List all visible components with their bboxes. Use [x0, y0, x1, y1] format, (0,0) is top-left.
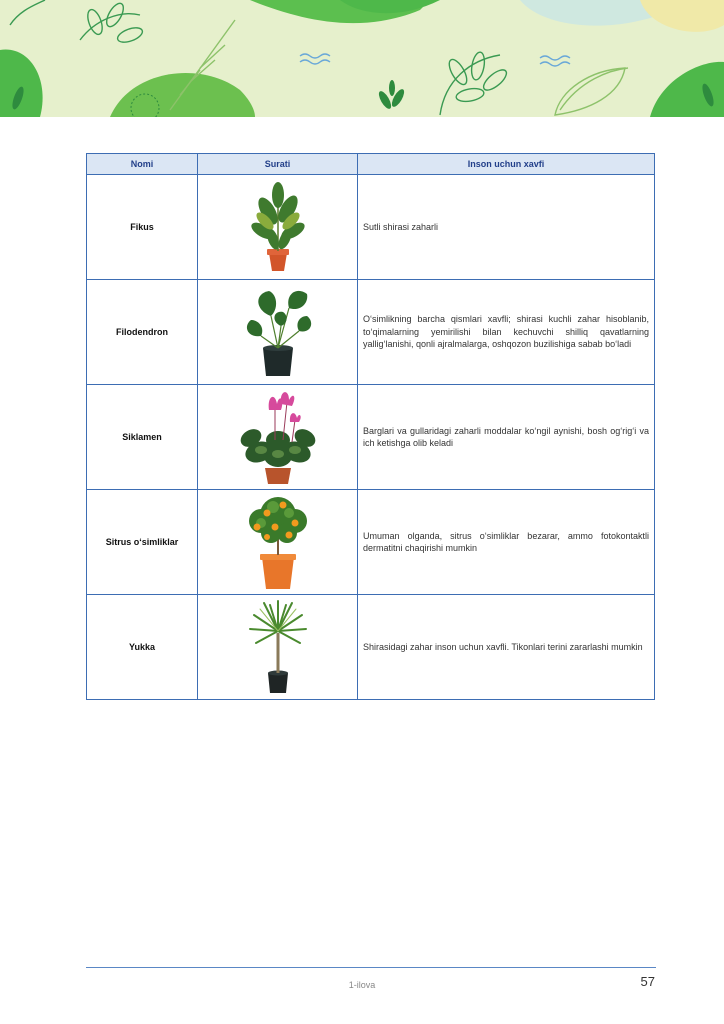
column-header-hazard: Inson uchun xavfi	[358, 154, 655, 175]
table-row	[87, 175, 655, 280]
table-row	[87, 595, 655, 700]
plant-name: Siklamen	[87, 385, 198, 490]
column-header-name: Nomi	[87, 154, 198, 175]
plant-hazard: Shirasidagi zahar inson uchun xavfli. Tikonlari terini zararlashi mumkin	[358, 595, 655, 700]
plant-hazard: Sutli shirasi zaharli	[358, 175, 655, 280]
table-row	[87, 490, 655, 595]
plant-image-cell	[198, 595, 358, 700]
plant-image-cell	[198, 280, 358, 385]
plant-name: Yukka	[87, 595, 198, 700]
leaf-pattern-illustration	[0, 0, 724, 117]
plant-image-cell	[198, 490, 358, 595]
plant-name: Sitrus o‘simliklar	[87, 490, 198, 595]
table-header-row	[87, 154, 655, 175]
table-row	[87, 385, 655, 490]
ficus-plant-image	[243, 181, 313, 273]
footer-divider	[86, 967, 656, 968]
plant-hazard: Umuman olganda, sitrus o‘simliklar bezarar, ammo fotokontaktli dermatitni chaqirishi mumkin	[358, 490, 655, 595]
toxic-plants-table	[86, 153, 655, 700]
plant-hazard: O‘simlikning barcha qismlari xavfli; shirasi kuchli zahar hisoblanib, to‘qimalarning yemirilishi bilan kechuvchi shilliq qavatlarning yallig‘lanishi, qonli ajralmalarga, oshqozon buzilishiga sabab bo‘ladi	[358, 280, 655, 385]
plant-name: Filodendron	[87, 280, 198, 385]
yucca-plant-image	[248, 599, 308, 695]
page-number: 57	[640, 974, 655, 989]
citrus-plant-image	[243, 493, 313, 591]
appendix-label: 1-ilova	[348, 980, 376, 990]
philodendron-plant-image	[241, 286, 315, 378]
table-row	[87, 280, 655, 385]
decorative-leaf-banner	[0, 0, 724, 117]
plant-image-cell	[198, 385, 358, 490]
plant-image-cell	[198, 175, 358, 280]
cyclamen-plant-image	[237, 390, 319, 484]
plant-name: Fikus	[87, 175, 198, 280]
plant-hazard: Barglari va gullaridagi zaharli moddalar ko‘ngil aynishi, bosh og‘rig‘i va ich ketishga olib keladi	[358, 385, 655, 490]
column-header-image: Surati	[198, 154, 358, 175]
